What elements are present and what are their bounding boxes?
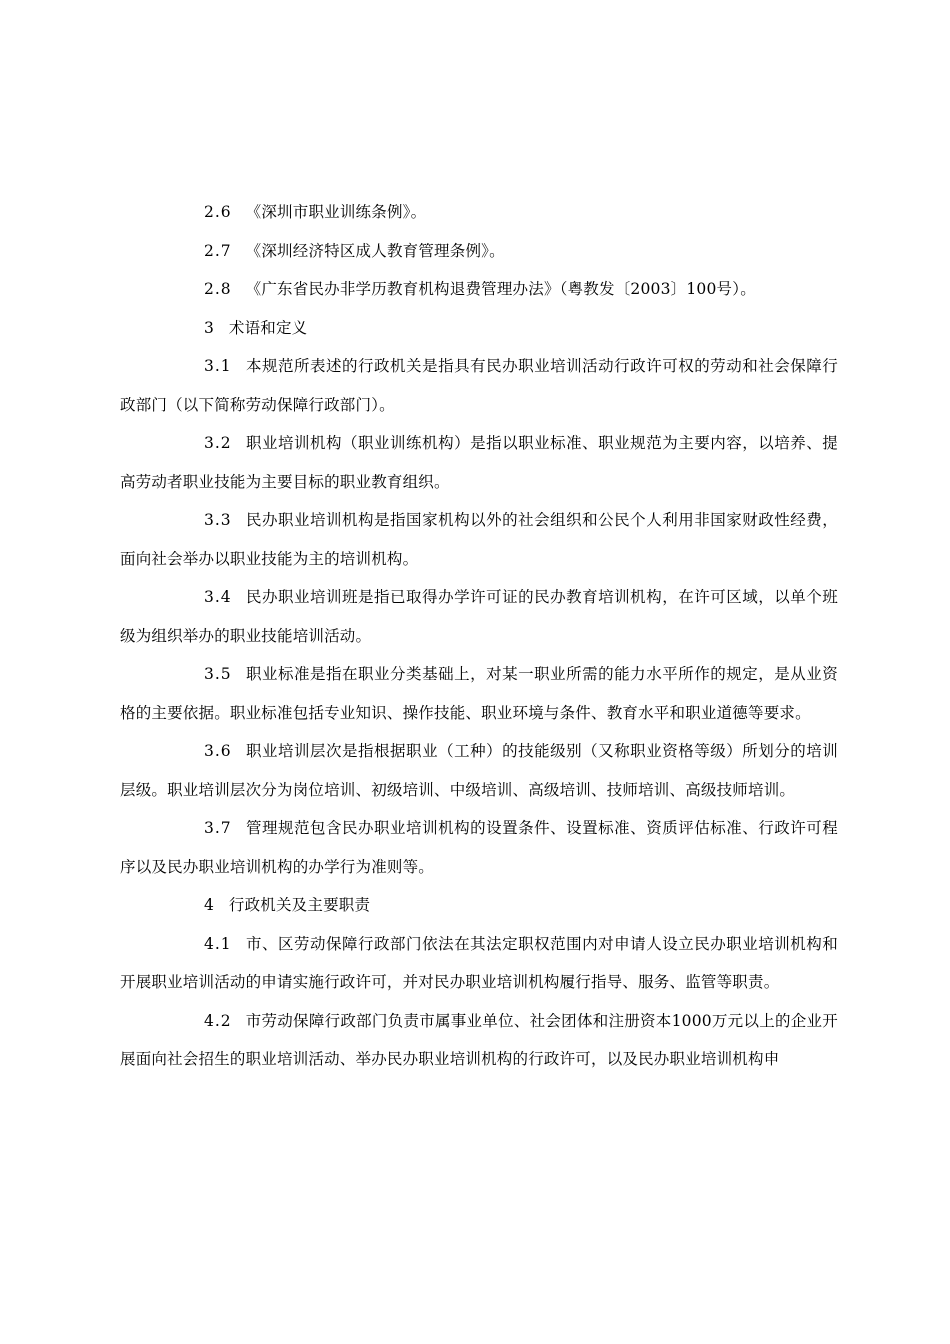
paragraph-3-1 bbox=[120, 347, 838, 424]
clause-text: 职业培训机构（职业训练机构）是指以职业标准、职业规范为主要内容，以培养、提高劳动者职业技能为主要目标的职业教育组织。 bbox=[120, 434, 838, 491]
section-number: 3 bbox=[204, 318, 215, 337]
clause-text: 职业培训层次是指根据职业（工种）的技能级别（又称职业资格等级）所划分的培训层级。职业培训层次分为岗位培训、初级培训、中级培训、高级培训、技师培训、高级技师培训。 bbox=[120, 742, 838, 799]
paragraph-3-2 bbox=[120, 424, 838, 501]
clause-text: 管理规范包含民办职业培训机构的设置条件、设置标准、资质评估标准、行政许可程序以及民办职业培训机构的办学行为准则等。 bbox=[120, 819, 838, 876]
clause-number: 3.2 bbox=[204, 434, 232, 452]
clause-text: 职业标准是指在职业分类基础上，对某一职业所需的能力水平所作的规定，是从业资格的主要依据。职业标准包括专业知识、操作技能、职业环境与条件、教育水平和职业道德等要求。 bbox=[120, 665, 838, 722]
document-body bbox=[120, 193, 838, 1079]
paragraph-3-3 bbox=[120, 501, 838, 578]
clause-number: 3.7 bbox=[204, 819, 232, 837]
section-title: 行政机关及主要职责 bbox=[228, 896, 371, 914]
clause-text: 民办职业培训机构是指国家机构以外的社会组织和公民个人利用非国家财政性经费，面向社会举办以职业技能为主的培训机构。 bbox=[120, 511, 838, 568]
section-heading-3 bbox=[120, 309, 838, 348]
paragraph-4-2 bbox=[120, 1002, 838, 1079]
clause-number: 3.5 bbox=[204, 665, 232, 683]
paragraph-3-6 bbox=[120, 732, 838, 809]
clause-text: 民办职业培训班是指已取得办学许可证的民办教育培训机构，在许可区域，以单个班级为组织举办的职业技能培训活动。 bbox=[120, 588, 838, 645]
paragraph-3-5 bbox=[120, 655, 838, 732]
section-title: 术语和定义 bbox=[228, 318, 308, 337]
clause-number: 3.4 bbox=[204, 588, 232, 606]
clause-text: 《深圳市职业训练条例》。 bbox=[245, 203, 427, 221]
clause-number: 3.1 bbox=[204, 357, 232, 375]
paragraph-3-4 bbox=[120, 578, 838, 655]
paragraph-3-7 bbox=[120, 809, 838, 886]
clause-text: 市、区劳动保障行政部门依法在其法定职权范围内对申请人设立民办职业培训机构和开展职业培训活动的申请实施行政许可，并对民办职业培训机构履行指导、服务、监管等职责。 bbox=[120, 934, 838, 991]
section-heading-4 bbox=[120, 886, 838, 925]
clause-text: 《深圳经济特区成人教育管理条例》。 bbox=[245, 241, 505, 260]
clause-number: 4.2 bbox=[204, 1011, 232, 1030]
clause-text: 市劳动保障行政部门负责市属事业单位、社会团体和注册资本1000万元以上的企业开展面向社会招生的职业培训活动、举办民办职业培训机构的行政许可，以及民办职业培训机构申 bbox=[120, 1011, 838, 1068]
paragraph-2-7 bbox=[120, 232, 838, 271]
clause-number: 3.6 bbox=[204, 742, 232, 760]
paragraph-2-6 bbox=[120, 193, 838, 232]
clause-number: 2.6 bbox=[204, 203, 232, 221]
clause-number: 3.3 bbox=[204, 511, 232, 529]
section-number: 4 bbox=[204, 896, 215, 914]
clause-number: 2.7 bbox=[204, 241, 232, 260]
clause-number: 2.8 bbox=[204, 280, 232, 298]
clause-number: 4.1 bbox=[204, 934, 232, 953]
paragraph-4-1 bbox=[120, 925, 838, 1002]
clause-text: 《广东省民办非学历教育机构退费管理办法》（粤教发〔2003〕100号）。 bbox=[245, 280, 756, 298]
clause-text: 本规范所表述的行政机关是指具有民办职业培训活动行政许可权的劳动和社会保障行政部门（以下简称劳动保障行政部门）。 bbox=[120, 357, 838, 414]
paragraph-2-8 bbox=[120, 270, 838, 309]
